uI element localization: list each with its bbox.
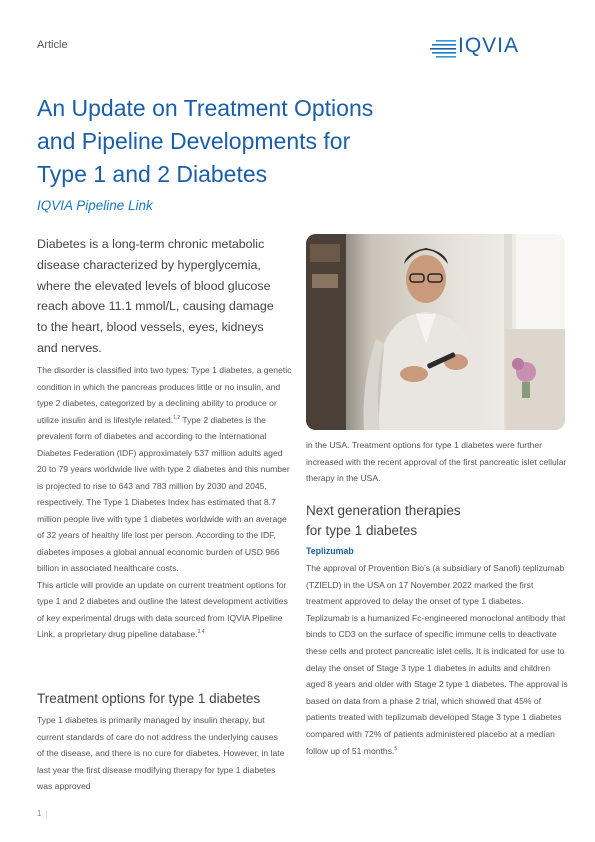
reference-marker: 1,2 bbox=[173, 414, 181, 421]
title-line-3: Type 1 and 2 Diabetes bbox=[37, 161, 268, 187]
iqvia-logo bbox=[430, 36, 560, 60]
photo-illustration bbox=[306, 234, 565, 430]
body-paragraph-1: The disorder is classified into two types: Type 1 diabetes, a genetic condition in which the pancreas produces little or no insulin, and type 2 diabetes, categorized by a declining ability to produce or utilize insulin and is lifestyle related.$^{1,2}$ Type 2 diabetes is the prevalent form of diabetes and according to the International Diabetes Federation (IDF) approximately 537 million adults aged 20 to 79 years worldwide live with type 2 diabetes and this number is projected to rise to 643 and 783 million by 2030 and 2045, respectively. The Type 1 Diabetes Index has estimated that 8.7 million people live with type 1 diabetes worldwide with an average of 32 years of healthy life lost per person. According to the IDF, diabetes imposes a global annual economic burden of USD 966 billion in associated healthcare costs. bbox=[37, 365, 292, 573]
body-paragraph-2: This article will provide an update on current treatment options for type 1 and 2 diabetes and outline the latest development activities of key experimental drugs with data sourced from IQVIA Pipeline Link, a proprietary drug pipeline database.$^{3,4}$ bbox=[37, 579, 288, 639]
reference-marker: 3,4 bbox=[197, 629, 205, 636]
reference-marker: 5 bbox=[394, 745, 398, 752]
page-subtitle: IQVIA Pipeline Link bbox=[37, 198, 153, 213]
body-paragraph-3: Type 1 diabetes is primarily managed by insulin therapy, but current standards of care do not address the underlying causes of the disease, and there is no cure for diabetes. However, in late last year the first disease modifying therapy for type 1 diabetes was approved bbox=[37, 715, 285, 792]
title-line-1: An Update on Treatment Options bbox=[37, 95, 374, 121]
heading-line-2: for type 1 diabetes bbox=[306, 523, 418, 538]
page-number: 1 bbox=[37, 809, 42, 818]
section-heading-type1-options: Treatment options for type 1 diabetes bbox=[37, 691, 261, 706]
logo-lines-icon bbox=[430, 38, 456, 58]
title-line-2: and Pipeline Developments for bbox=[37, 128, 351, 154]
footer-separator: | bbox=[45, 809, 48, 818]
subheading-teplizumab: Teplizumab bbox=[306, 546, 354, 556]
teplizumab-paragraph: The approval of Provention Bio’s (a subsidiary of Sanofi) teplizumab (TZIELD) in the USA on 17 November 2022 marked the first treatment approved to delay the onset of type 1 diabetes. Teplizumab is a humanized Fc-engineered monoclonal antibody that binds to CD3 on the surface of specific immune cells to deactivate these cells and protect pancreatic islet cells. It is indicated for use to delay the onset of Stage 3 type 1 diabetes in adults and children aged 8 years and older with Stage 2 type 1 diabetes. The approval is based on data from a phase 2 trial, which showed that 45% of patients treated with teplizumab developed Stage 3 type 1 diabetes compared with 72% of patients administered placebo at a median follow up of 51 months.$^5$ bbox=[306, 563, 568, 756]
lead-paragraph: Diabetes is a long-term chronic metabolic disease characterized by hyperglycemia, where the elevated levels of blood glucose reach above 11.1 mmol/L, causing damage to the heart, blood vessels, eyes, kidneys and nerves. bbox=[37, 237, 274, 355]
heading-line-1: Next generation therapies bbox=[306, 503, 461, 518]
man-testing-blood-glucose-photo bbox=[306, 234, 565, 430]
page-footer bbox=[37, 809, 48, 818]
section-heading-next-gen-therapies bbox=[306, 501, 556, 541]
logo-text: IQVIA bbox=[458, 34, 520, 57]
page-title bbox=[37, 92, 457, 191]
body-paragraph-continued: in the USA. Treatment options for type 1 diabetes were further increased with the recent approval of the first pancreatic islet cellular therapy in the USA. bbox=[306, 440, 567, 484]
left-body-text bbox=[37, 362, 292, 643]
article-label: Article bbox=[37, 39, 68, 51]
